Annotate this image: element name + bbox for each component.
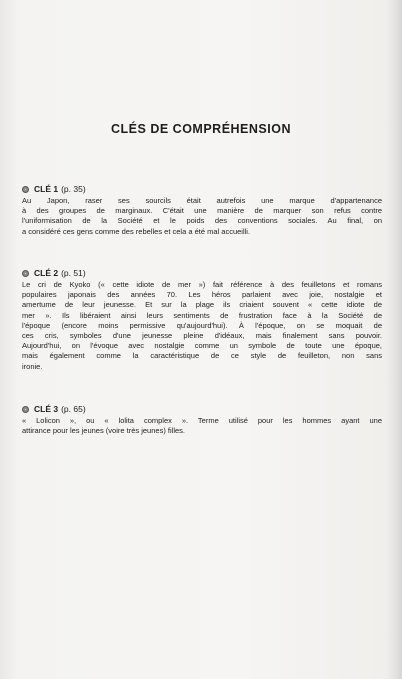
key-heading — [22, 268, 382, 278]
paragraph-line: ces cris, symboles d'une jeunesse pleine d'idéaux, mais finalement sans pouvoir. — [22, 331, 382, 341]
page-reference: (p. 35) — [61, 184, 86, 194]
paragraph-line: Aujourd'hui, on l'évoque avec nostalgie comme un symbole de toute une époque, — [22, 341, 382, 351]
paragraph-line: a considéré ces gens comme des rebelles et cela a été mal accueilli. — [22, 226, 251, 236]
key-section-1 — [22, 184, 382, 237]
page-reference: (p. 51) — [61, 268, 86, 278]
paragraph-line: Au Japon, raser ses sourcils était autrefois une marque d'appartenance — [22, 196, 382, 205]
paragraph-line: Le cri de Kyoko (« cette idiote de mer ») fait référence à des feuilletons et romans — [22, 280, 382, 289]
key-paragraph — [22, 280, 382, 372]
key-label: CLÉ 2 — [34, 268, 59, 278]
key-paragraph — [22, 196, 382, 237]
page-gutter-shadow — [386, 0, 402, 679]
paragraph-line: l'uniformisation de la Société et le poids des conventions sociales. Au final, on — [22, 216, 382, 226]
key-label: CLÉ 1 — [34, 184, 59, 194]
paragraph-line: amertume de leur jeunesse. Et sur la plage ils criaient souvent « cette idiote de — [22, 300, 382, 310]
paragraph-line: attirance pour les jeunes (voire très jeunes) filles. — [22, 426, 185, 436]
page-reference: (p. 65) — [61, 404, 86, 414]
paragraph-line: ironie. — [22, 361, 43, 371]
paragraph-line: « Lolicon », ou « lolita complex ». Terme utilisé pour les hommes ayant une — [22, 416, 382, 425]
key-heading — [22, 404, 382, 414]
bullet-icon — [22, 270, 29, 277]
page-title: CLÉS DE COMPRÉHENSION — [111, 122, 291, 136]
paragraph-line: l'époque (encore moins permissive qu'aujourd'hui). À l'époque, on se moquait de — [22, 320, 382, 330]
key-label: CLÉ 3 — [34, 404, 59, 414]
key-paragraph — [22, 416, 382, 436]
key-section-2 — [22, 268, 382, 372]
key-section-3 — [22, 404, 382, 436]
bullet-icon — [22, 186, 29, 193]
bullet-icon — [22, 406, 29, 413]
paragraph-line: à des groupes de marginaux. C'était une manière de marquer son refus contre — [22, 206, 382, 216]
paragraph-line: mais également comme la caractéristique de ce style de feuilleton, non sans — [22, 351, 382, 361]
key-heading — [22, 184, 382, 194]
paragraph-line: mer ». Ils libéraient ainsi leurs sentiments de frustration face à la Société de — [22, 310, 382, 320]
paragraph-line: populaires japonais des années 70. Les héros parlaient avec joie, nostalgie et — [22, 290, 382, 300]
